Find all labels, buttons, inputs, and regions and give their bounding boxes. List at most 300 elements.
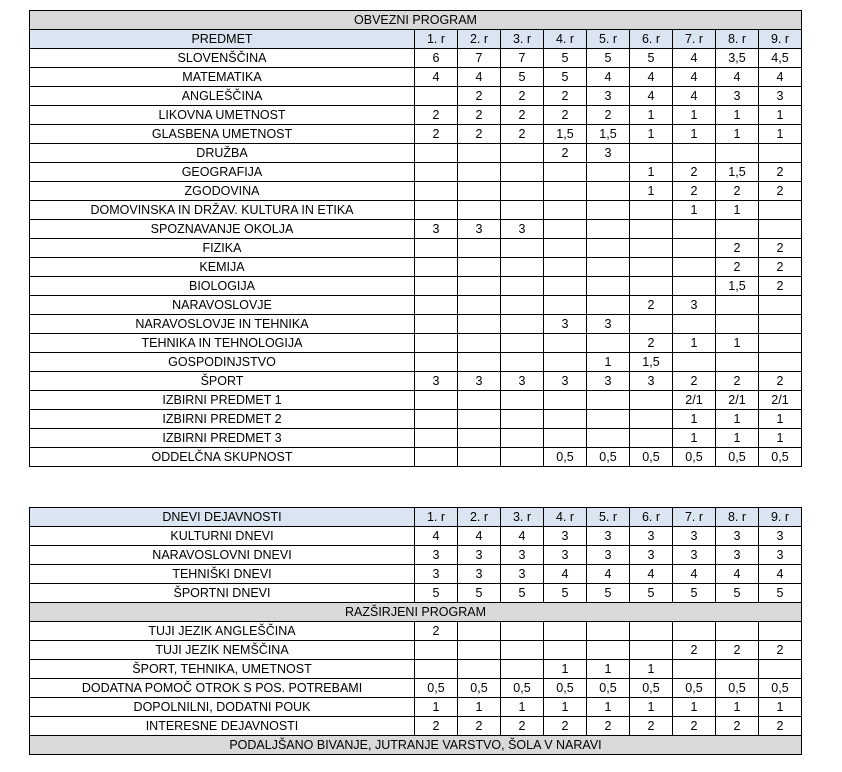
grade-cell (544, 641, 587, 660)
grade-cell: 5. r (587, 508, 630, 527)
table-row (30, 641, 802, 660)
grade-cell: 3 (673, 296, 716, 315)
grade-cell: 2 (501, 717, 544, 736)
row-label: FIZIKA (30, 239, 415, 258)
grade-cell: 3 (458, 372, 501, 391)
row-label: ODDELČNA SKUPNOST (30, 448, 415, 467)
grade-cell: 3 (544, 315, 587, 334)
grade-cell: 2 (458, 125, 501, 144)
grade-cell: 1 (673, 125, 716, 144)
grade-cell (415, 277, 458, 296)
grade-cell: 2 (716, 372, 759, 391)
footer-banner-row (30, 736, 802, 755)
grade-cell: 1 (716, 698, 759, 717)
table-header-row (30, 30, 802, 49)
grade-cell: 0,5 (630, 679, 673, 698)
table-row (30, 49, 802, 68)
grade-cell: 1,5 (716, 163, 759, 182)
grade-cell: 2 (415, 106, 458, 125)
grade-cell: 1 (673, 334, 716, 353)
grade-cell: 3 (458, 220, 501, 239)
grade-cell (630, 410, 673, 429)
grade-cell (673, 258, 716, 277)
grade-cell: 1 (630, 660, 673, 679)
grade-cell: 5 (415, 584, 458, 603)
grade-cell: 3 (544, 372, 587, 391)
grade-cell (673, 277, 716, 296)
grade-cell (673, 239, 716, 258)
grade-cell (458, 296, 501, 315)
grade-cell (630, 277, 673, 296)
grade-cell (458, 163, 501, 182)
grade-cell: 3 (501, 546, 544, 565)
table-row (30, 106, 802, 125)
grade-cell (415, 429, 458, 448)
grade-cell (587, 296, 630, 315)
grade-cell: 0,5 (458, 679, 501, 698)
grade-cell (716, 660, 759, 679)
grade-cell: 5 (630, 584, 673, 603)
extended-program-title: RAZŠIRJENI PROGRAM (30, 603, 802, 622)
grade-cell (544, 163, 587, 182)
grade-cell: 1 (716, 106, 759, 125)
grade-cell: 2 (544, 106, 587, 125)
grade-cell: 4 (673, 68, 716, 87)
grade-cell (458, 660, 501, 679)
grade-cell: 2/1 (716, 391, 759, 410)
grade-cell: 2 (630, 717, 673, 736)
grade-cell (759, 144, 802, 163)
table-row (30, 315, 802, 334)
grade-cell: 4 (415, 68, 458, 87)
grade-cell: 3 (759, 87, 802, 106)
grade-cell: 1 (673, 410, 716, 429)
grade-cell: 4,5 (759, 49, 802, 68)
row-label: IZBIRNI PREDMET 2 (30, 410, 415, 429)
grade-cell: 0,5 (716, 679, 759, 698)
table-row (30, 391, 802, 410)
table-row (30, 220, 802, 239)
grade-cell: 2/1 (673, 391, 716, 410)
grade-cell (501, 201, 544, 220)
grade-cell: 2 (759, 239, 802, 258)
grade-cell (544, 410, 587, 429)
grade-cell (673, 660, 716, 679)
activities-table (29, 507, 802, 755)
grade-cell (587, 641, 630, 660)
grade-cell: 3 (415, 372, 458, 391)
grade-cell (501, 448, 544, 467)
grade-cell (716, 296, 759, 315)
row-label: LIKOVNA UMETNOST (30, 106, 415, 125)
grade-cell: 4 (630, 565, 673, 584)
grade-cell: 4 (544, 565, 587, 584)
grade-cell: 4. r (544, 508, 587, 527)
grade-cell: 3. r (501, 30, 544, 49)
grade-cell (587, 277, 630, 296)
row-label: GLASBENA UMETNOST (30, 125, 415, 144)
grade-cell: 0,5 (630, 448, 673, 467)
grade-cell: 3 (587, 527, 630, 546)
grade-cell: 1 (630, 182, 673, 201)
grade-cell: 0,5 (759, 679, 802, 698)
grade-cell: 3 (415, 220, 458, 239)
grade-cell: 4 (415, 527, 458, 546)
grade-cell: 3 (630, 546, 673, 565)
grade-cell (759, 660, 802, 679)
grade-cell: 5 (716, 584, 759, 603)
grade-cell: 1,5 (544, 125, 587, 144)
grade-cell: 3 (587, 546, 630, 565)
grade-cell (458, 410, 501, 429)
grade-cell: 4. r (544, 30, 587, 49)
row-label: TEHNIKA IN TEHNOLOGIJA (30, 334, 415, 353)
row-label: ŠPORT, TEHNIKA, UMETNOST (30, 660, 415, 679)
grade-cell: 3 (587, 372, 630, 391)
grade-cell: 2 (673, 182, 716, 201)
grade-cell (759, 622, 802, 641)
grade-cell: 7 (501, 49, 544, 68)
grade-cell: 1 (759, 410, 802, 429)
grade-cell: 5 (544, 68, 587, 87)
grade-cell: 9. r (759, 508, 802, 527)
grade-cell: 1 (759, 106, 802, 125)
table-row (30, 429, 802, 448)
grade-cell: 4 (458, 68, 501, 87)
grade-cell (458, 315, 501, 334)
row-label: TEHNIŠKI DNEVI (30, 565, 415, 584)
table-row (30, 698, 802, 717)
grade-cell (759, 315, 802, 334)
grade-cell: 5 (458, 584, 501, 603)
grade-cell: 1 (673, 429, 716, 448)
grade-cell: 1 (716, 410, 759, 429)
grade-cell: 1 (630, 163, 673, 182)
grade-cell (587, 239, 630, 258)
grade-cell (458, 334, 501, 353)
grade-cell (415, 296, 458, 315)
grade-cell: 4 (716, 565, 759, 584)
table-row (30, 239, 802, 258)
grade-cell (501, 641, 544, 660)
table-row (30, 353, 802, 372)
grade-cell (716, 144, 759, 163)
grade-cell: 1 (673, 106, 716, 125)
grade-cell: 3. r (501, 508, 544, 527)
grade-cell (458, 622, 501, 641)
grade-cell: 1 (673, 201, 716, 220)
grade-cell: 2 (415, 622, 458, 641)
grade-cell (544, 353, 587, 372)
grade-cell: 2 (716, 239, 759, 258)
grade-cell (716, 315, 759, 334)
grade-cell: 1. r (415, 30, 458, 49)
grade-cell: 2 (415, 125, 458, 144)
mandatory-program-table (29, 10, 802, 467)
grade-cell (415, 87, 458, 106)
grade-cell: 0,5 (759, 448, 802, 467)
grade-cell (587, 163, 630, 182)
grade-cell: 3 (716, 546, 759, 565)
grade-cell (501, 163, 544, 182)
grade-cell (501, 315, 544, 334)
grade-cell: 1 (587, 698, 630, 717)
grade-cell: 8. r (716, 30, 759, 49)
table-row (30, 277, 802, 296)
table-row (30, 679, 802, 698)
grade-cell: 2 (759, 258, 802, 277)
grade-cell: 4 (630, 87, 673, 106)
extended-program-title-row (30, 603, 802, 622)
grade-cell: 3 (415, 565, 458, 584)
grade-cell: 2 (759, 641, 802, 660)
grade-cell (501, 334, 544, 353)
grade-cell (544, 182, 587, 201)
grade-cell: 0,5 (501, 679, 544, 698)
grade-cell (759, 353, 802, 372)
grade-cell: 5 (501, 584, 544, 603)
grade-cell: 3 (673, 546, 716, 565)
grade-cell (415, 201, 458, 220)
table-row (30, 448, 802, 467)
grade-cell (587, 429, 630, 448)
row-label: MATEMATIKA (30, 68, 415, 87)
grade-cell: 2. r (458, 508, 501, 527)
row-label: DRUŽBA (30, 144, 415, 163)
grade-cell: 3 (415, 546, 458, 565)
grade-cell (458, 277, 501, 296)
grade-cell (630, 220, 673, 239)
table-row (30, 546, 802, 565)
grade-cell: 1 (759, 429, 802, 448)
grade-cell: 3 (630, 372, 673, 391)
row-label: ŠPORTNI DNEVI (30, 584, 415, 603)
grade-cell: 3 (458, 546, 501, 565)
grade-cell (415, 182, 458, 201)
grade-cell: 3 (587, 144, 630, 163)
grade-cell: 1 (501, 698, 544, 717)
table-row (30, 163, 802, 182)
grade-cell: 5. r (587, 30, 630, 49)
grade-cell: 5 (630, 49, 673, 68)
grade-cell (415, 448, 458, 467)
grade-cell (759, 201, 802, 220)
table-row (30, 410, 802, 429)
grade-cell: 0,5 (587, 679, 630, 698)
grade-cell (501, 391, 544, 410)
grade-cell (415, 660, 458, 679)
grade-cell: 2 (673, 641, 716, 660)
grade-cell (501, 353, 544, 372)
grade-cell: 2 (759, 717, 802, 736)
grade-cell: 1,5 (587, 125, 630, 144)
row-label: ŠPORT (30, 372, 415, 391)
grade-cell (415, 353, 458, 372)
grade-cell: 2 (458, 106, 501, 125)
row-label: KEMIJA (30, 258, 415, 277)
grade-cell (501, 182, 544, 201)
grade-cell: 1 (415, 698, 458, 717)
table-row (30, 717, 802, 736)
table-row (30, 622, 802, 641)
grade-cell: 3 (501, 372, 544, 391)
grade-cell (759, 334, 802, 353)
table-header-row (30, 508, 802, 527)
grade-cell: 4 (673, 565, 716, 584)
grade-cell (544, 622, 587, 641)
grade-cell (630, 258, 673, 277)
grade-cell (501, 239, 544, 258)
grade-cell: 0,5 (673, 679, 716, 698)
grade-cell (587, 334, 630, 353)
table-row (30, 565, 802, 584)
grade-cell (544, 391, 587, 410)
grade-cell (458, 448, 501, 467)
grade-cell: 3 (759, 546, 802, 565)
grade-cell (415, 239, 458, 258)
grade-cell (630, 144, 673, 163)
mandatory-program-title: OBVEZNI PROGRAM (30, 11, 802, 30)
grade-cell: 9. r (759, 30, 802, 49)
row-label: ZGODOVINA (30, 182, 415, 201)
table-row (30, 296, 802, 315)
grade-cell: 1 (587, 660, 630, 679)
grade-cell (630, 239, 673, 258)
row-label: IZBIRNI PREDMET 1 (30, 391, 415, 410)
row-label: GOSPODINJSTVO (30, 353, 415, 372)
grade-cell: 2 (501, 125, 544, 144)
grade-cell (673, 315, 716, 334)
table-row (30, 372, 802, 391)
grade-cell: 3 (759, 527, 802, 546)
grade-cell: 3 (587, 87, 630, 106)
grade-cell (587, 391, 630, 410)
grade-cell: 5 (587, 49, 630, 68)
table-row (30, 584, 802, 603)
row-label: KULTURNI DNEVI (30, 527, 415, 546)
grade-cell (501, 410, 544, 429)
table-row (30, 87, 802, 106)
grade-cell: 7. r (673, 508, 716, 527)
grade-cell (630, 391, 673, 410)
grade-cell: 2/1 (759, 391, 802, 410)
row-label: TUJI JEZIK ANGLEŠČINA (30, 622, 415, 641)
grade-cell (716, 353, 759, 372)
grade-cell (501, 429, 544, 448)
grade-cell: 4 (673, 87, 716, 106)
grade-cell: 5 (759, 584, 802, 603)
row-label: DODATNA POMOČ OTROK S POS. POTREBAMI (30, 679, 415, 698)
grade-cell (630, 201, 673, 220)
grade-cell (458, 353, 501, 372)
grade-cell: 1,5 (716, 277, 759, 296)
grade-cell (587, 182, 630, 201)
grade-cell (501, 296, 544, 315)
grade-cell: 5 (587, 584, 630, 603)
table-row (30, 182, 802, 201)
grade-cell (415, 315, 458, 334)
grade-cell (458, 429, 501, 448)
grade-cell: 2 (501, 106, 544, 125)
grade-cell: 2 (458, 717, 501, 736)
grade-cell: 4 (716, 68, 759, 87)
table-row (30, 125, 802, 144)
grade-cell (544, 220, 587, 239)
grade-cell: 5 (673, 584, 716, 603)
grade-cell: 3 (544, 527, 587, 546)
grade-cell (415, 258, 458, 277)
grade-cell: 0,5 (544, 448, 587, 467)
row-label: ANGLEŠČINA (30, 87, 415, 106)
grade-cell: 2 (544, 144, 587, 163)
grade-cell (544, 239, 587, 258)
grade-cell (759, 220, 802, 239)
grade-cell (415, 144, 458, 163)
grade-cell: 3 (587, 315, 630, 334)
grade-cell: 4 (630, 68, 673, 87)
grade-cell: 2 (759, 277, 802, 296)
table-row (30, 201, 802, 220)
row-label: GEOGRAFIJA (30, 163, 415, 182)
row-label: NARAVOSLOVJE (30, 296, 415, 315)
grade-cell (415, 641, 458, 660)
grade-cell: 2 (716, 717, 759, 736)
grade-cell: 5 (501, 68, 544, 87)
grade-cell: 3,5 (716, 49, 759, 68)
grade-cell: 2 (759, 182, 802, 201)
grade-cell (458, 258, 501, 277)
grade-cell: 2 (544, 87, 587, 106)
grade-cell: 2 (630, 296, 673, 315)
grade-cell: 2 (759, 163, 802, 182)
grade-cell: 4 (501, 527, 544, 546)
grade-cell (716, 622, 759, 641)
row-label: DOMOVINSKA IN DRŽAV. KULTURA IN ETIKA (30, 201, 415, 220)
grade-cell (544, 258, 587, 277)
grade-cell: 1 (630, 698, 673, 717)
grade-cell (544, 296, 587, 315)
grade-cell (587, 258, 630, 277)
grade-cell: 1 (544, 660, 587, 679)
grade-cell (673, 144, 716, 163)
grade-cell: 2 (630, 334, 673, 353)
row-label: DNEVI DEJAVNOSTI (30, 508, 415, 527)
grade-cell: 7 (458, 49, 501, 68)
grade-cell (544, 429, 587, 448)
grade-cell: 2 (716, 641, 759, 660)
grade-cell (630, 641, 673, 660)
grade-cell: 0,5 (587, 448, 630, 467)
grade-cell: 4 (759, 68, 802, 87)
row-label: DOPOLNILNI, DODATNI POUK (30, 698, 415, 717)
grade-cell (759, 296, 802, 315)
table-row (30, 334, 802, 353)
table-row (30, 68, 802, 87)
grade-cell (458, 641, 501, 660)
grade-cell: 1 (716, 429, 759, 448)
grade-cell (415, 334, 458, 353)
row-label: PREDMET (30, 30, 415, 49)
grade-cell: 3 (501, 220, 544, 239)
grade-cell: 1. r (415, 508, 458, 527)
grade-cell: 1 (759, 698, 802, 717)
row-label: IZBIRNI PREDMET 3 (30, 429, 415, 448)
row-label: BIOLOGIJA (30, 277, 415, 296)
grade-cell: 2 (759, 372, 802, 391)
grade-cell: 8. r (716, 508, 759, 527)
row-label: SLOVENŠČINA (30, 49, 415, 68)
grade-cell: 2 (673, 717, 716, 736)
